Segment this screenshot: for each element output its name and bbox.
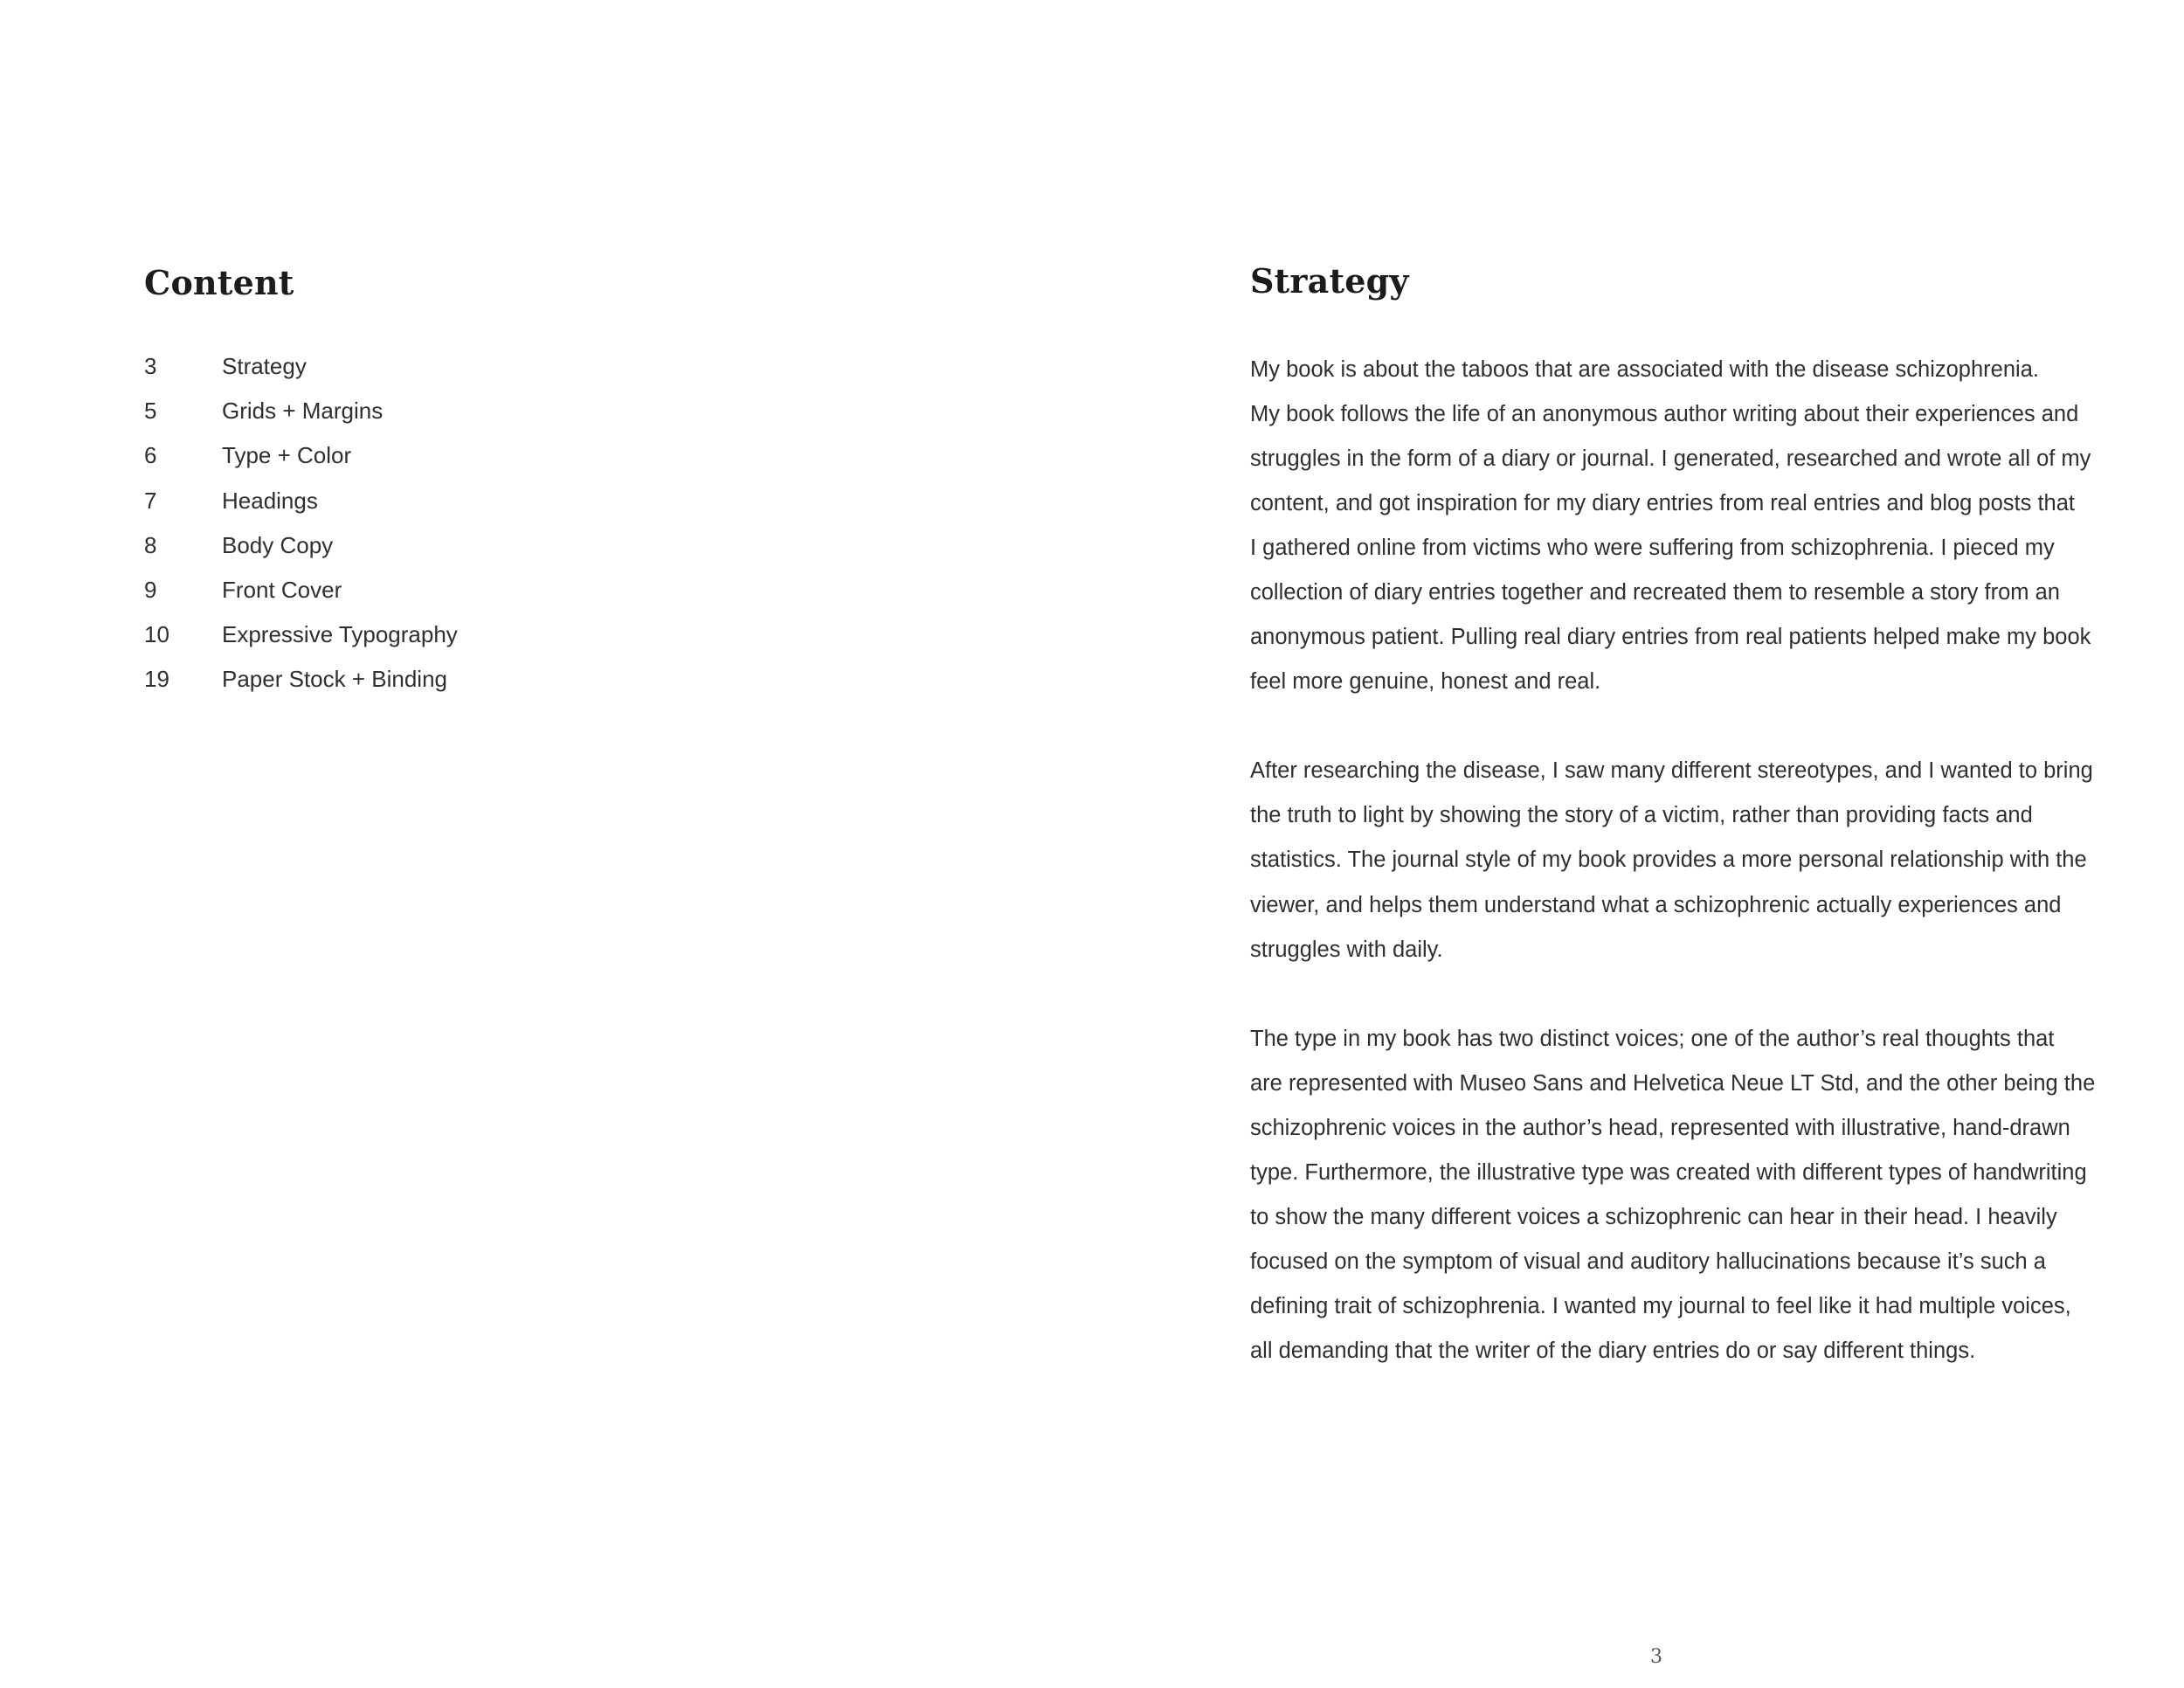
- toc-title: Paper Stock + Binding: [222, 666, 447, 693]
- toc-page-number: 3: [144, 353, 157, 380]
- toc-item[interactable]: [144, 612, 843, 657]
- text-line: are represented with Museo Sans and Helvetica Neue LT Std, and the other being the: [1250, 1070, 2096, 1096]
- text-line: focused on the symptom of visual and auditory hallucinations because it’s such a: [1250, 1249, 2046, 1274]
- toc-title: Front Cover: [222, 577, 342, 604]
- text-line: all demanding that the writer of the diary entries do or say different things.: [1250, 1338, 1976, 1363]
- text-line: The type in my book has two distinct voices; one of the author’s real thoughts that: [1250, 1026, 2055, 1051]
- text-line: collection of diary entries together and recreated them to resemble a story from an: [1250, 580, 2060, 605]
- paragraph: [1250, 1017, 2096, 1373]
- text-line: schizophrenic voices in the author’s head, represented with illustrative, hand-drawn: [1250, 1115, 2070, 1140]
- toc-item[interactable]: [144, 657, 843, 702]
- text-line: feel more genuine, honest and real.: [1250, 669, 1601, 695]
- toc-page-number: 7: [144, 487, 157, 514]
- toc-title: Type + Color: [222, 442, 352, 469]
- toc-page-number: 5: [144, 398, 157, 425]
- page-number: 3: [1650, 1646, 1662, 1668]
- paragraph: [1250, 749, 2093, 972]
- strategy-body: [1250, 348, 2096, 1418]
- toc-page-number: 9: [144, 577, 157, 604]
- text-line: anonymous patient. Pulling real diary entries from real patients helped make my book: [1250, 625, 2091, 650]
- text-line: After researching the disease, I saw many different stereotypes, and I wanted to bring: [1250, 758, 2093, 784]
- toc-item[interactable]: [144, 433, 843, 478]
- text-line: type. Furthermore, the illustrative type was created with different types of handwriting: [1250, 1159, 2087, 1185]
- text-line: I gathered online from victims who were suffering from schizophrenia. I pieced my: [1250, 536, 2055, 561]
- text-line: content, and got inspiration for my diary entries from real entries and blog posts that: [1250, 491, 2075, 516]
- toc-page-number: 19: [144, 666, 169, 693]
- paragraph: [1250, 348, 2089, 704]
- toc-page-number: 10: [144, 621, 169, 648]
- table-of-contents: [144, 344, 843, 702]
- text-line: the truth to light by showing the story of a victim, rather than providing facts and: [1250, 803, 2033, 828]
- text-line: to show the many different voices a schizophrenic can hear in their head. I heavily: [1250, 1204, 2057, 1229]
- text-line: viewer, and helps them understand what a schizophrenic actually experiences and: [1250, 892, 2062, 917]
- toc-page-number: 6: [144, 442, 157, 469]
- toc-title: Strategy: [222, 353, 307, 380]
- toc-item[interactable]: [144, 344, 843, 389]
- text-line: struggles with daily.: [1250, 937, 1443, 962]
- toc-item[interactable]: [144, 479, 843, 523]
- toc-title: Headings: [222, 487, 318, 514]
- text-line: statistics. The journal style of my book provides a more personal relationship with the: [1250, 847, 2087, 873]
- text-line: struggles in the form of a diary or journal. I generated, researched and wrote all of my: [1250, 446, 2091, 472]
- toc-title: Expressive Typography: [222, 621, 458, 648]
- strategy-heading: Strategy: [1250, 261, 1409, 301]
- toc-item[interactable]: [144, 523, 843, 568]
- toc-page-number: 8: [144, 531, 157, 558]
- toc-title: Body Copy: [222, 531, 334, 558]
- toc-item[interactable]: [144, 568, 843, 612]
- toc-item[interactable]: [144, 389, 843, 433]
- text-line: defining trait of schizophrenia. I wanted my journal to feel like it had multiple voices,: [1250, 1293, 2071, 1318]
- text-line: My book follows the life of an anonymous author writing about their experiences and: [1250, 402, 2079, 427]
- content-heading: Content: [144, 263, 294, 302]
- text-line: My book is about the taboos that are associated with the disease schizophrenia.: [1250, 357, 2039, 382]
- toc-title: Grids + Margins: [222, 398, 384, 425]
